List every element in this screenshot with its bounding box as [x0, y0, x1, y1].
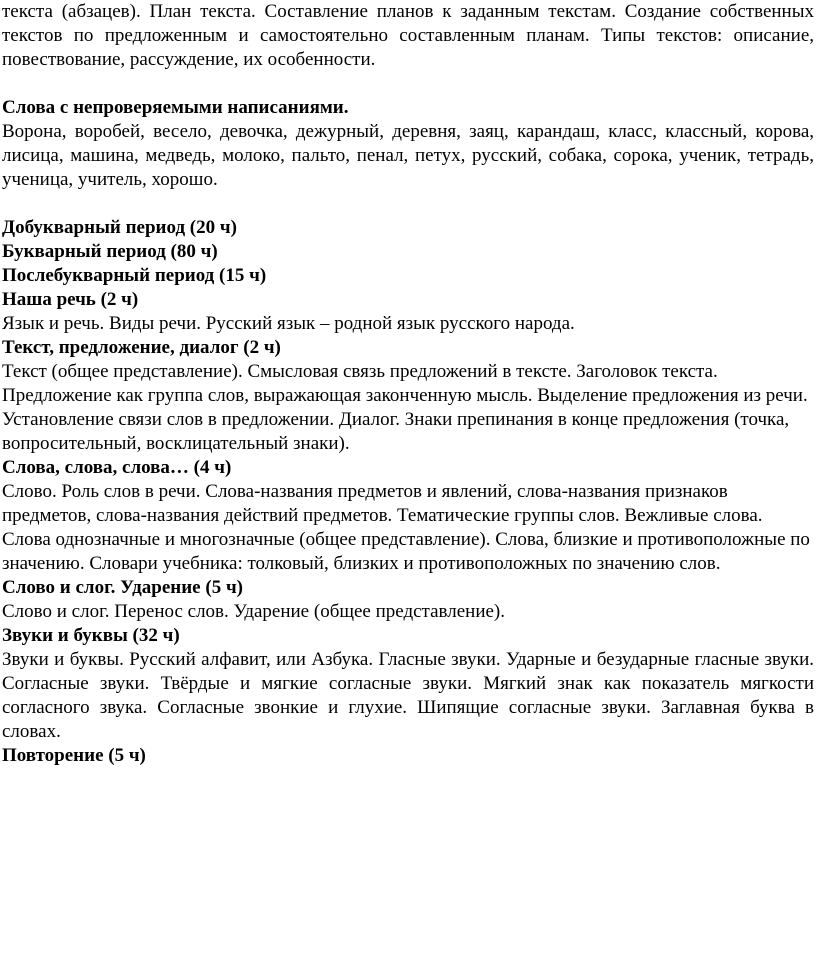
spacer: [2, 192, 814, 216]
section-text-our-speech: Язык и речь. Виды речи. Русский язык – родной язык русского народа.: [2, 313, 575, 334]
spacer: [2, 72, 814, 96]
section-heading-repetition: Повторение (5 ч): [2, 745, 146, 766]
section-heading-words: Слова, слова, слова… (4 ч): [2, 457, 232, 478]
vocab-heading: Слова с непроверяемыми написаниями.: [2, 97, 349, 118]
section-text-words: Слово. Роль слов в речи. Слова-названия предметов и явлений, слова-названия признаков предметов, слова-названия действий предметов. Тематические группы слов. Вежливые слова. Слова однозначные и многозначные (общее представление). Слова, близкие и противоположные по значению. Словари учебника: толковый, близких и противоположных по значению слов.: [2, 481, 810, 574]
period-heading-letter: Букварный период (80 ч): [2, 241, 218, 262]
vocab-paragraph: Ворона, воробей, весело, девочка, дежурный, деревня, заяц, карандаш, класс, классный, корова, лисица, машина, медведь, молоко, пальто, пенал, петух, русский, собака, сорока, ученик, тетрадь, ученица, учитель, хорошо.: [2, 121, 814, 190]
period-heading-post-letter: Послебукварный период (15 ч): [2, 265, 267, 286]
period-heading-pre-letter: Добукварный период (20 ч): [2, 217, 237, 238]
section-heading-word-syllable-stress: Слово и слог. Ударение (5 ч): [2, 577, 243, 598]
section-text-sounds-letters: Звуки и буквы. Русский алфавит, или Азбука. Гласные звуки. Ударные и безударные гласные звуки. Согласные звуки. Твёрдые и мягкие согласные звуки. Мягкий знак как показатель мягкости согласного звука. Согласные звонкие и глухие. Шипящие согласные звуки. Заглавная буква в словах.: [2, 649, 814, 742]
intro-paragraph: текста (абзацев). План текста. Составление планов к заданным текстам. Создание собственных текстов по предложенным и самостоятельно составленным планам. Типы текстов: описание, повествование, рассуждение, их особенности.: [2, 1, 814, 70]
section-heading-our-speech: Наша речь (2 ч): [2, 289, 139, 310]
section-heading-sounds-letters: Звуки и буквы (32 ч): [2, 625, 180, 646]
section-text-word-syllable-stress: Слово и слог. Перенос слов. Ударение (общее представление).: [2, 601, 506, 622]
section-text-text-sentence-dialog: Текст (общее представление). Смысловая связь предложений в тексте. Заголовок текста. Предложение как группа слов, выражающая законченную мысль. Выделение предложения из речи. Установление связи слов в предложении. Диалог. Знаки препинания в конце предложения (точка, вопросительный, восклицательный знаки).: [2, 361, 808, 454]
section-heading-text-sentence-dialog: Текст, предложение, диалог (2 ч): [2, 337, 281, 358]
